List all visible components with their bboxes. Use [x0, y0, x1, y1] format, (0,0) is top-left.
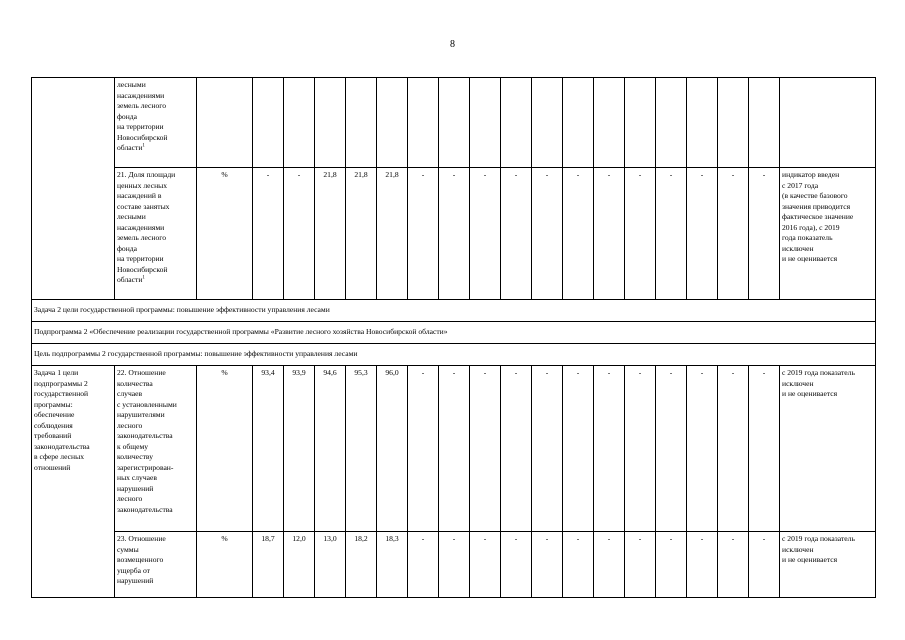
task-cell: Задача 1 цели подпрограммы 2 государственной программы: обеспечение соблюдения требований законодательства в сфере лесных отношений: [32, 366, 115, 598]
indicator-cell: [115, 168, 197, 300]
value-cell: 93,4: [253, 366, 284, 532]
task-cell-empty: [32, 78, 115, 300]
value-cell: 21,8: [315, 168, 346, 300]
indicator-text: лесными насаждениями земель лесного фонда на территории Новосибирской области: [117, 80, 168, 152]
value-cell: 12,0: [284, 532, 315, 598]
indicators-table: [31, 77, 876, 598]
value-cell: -: [563, 366, 594, 532]
value-cell: -: [408, 168, 439, 300]
value-cell: -: [625, 366, 656, 532]
unit-cell: %: [197, 168, 253, 300]
unit-cell: [197, 78, 253, 168]
table-row-22: [32, 366, 876, 532]
value-cell: 95,3: [346, 366, 377, 532]
value-cell: -: [594, 532, 625, 598]
value-cell: -: [656, 168, 687, 300]
table-row-continuation: [32, 78, 876, 168]
value-cell: 18,2: [346, 532, 377, 598]
unit-cell: %: [197, 366, 253, 532]
value-cell: -: [501, 532, 532, 598]
note-cell: [780, 78, 876, 168]
value-cell: -: [439, 168, 470, 300]
value-cell: -: [656, 532, 687, 598]
table-row-21: [32, 168, 876, 300]
value-cell: -: [470, 366, 501, 532]
value-cell: -: [718, 168, 749, 300]
value-cell: -: [749, 532, 780, 598]
value-cell: 94,6: [315, 366, 346, 532]
value-cell: -: [687, 532, 718, 598]
value-cell: -: [749, 366, 780, 532]
note-cell: индикатор введен с 2017 года (в качестве базового значения приводится фактическое значение 2016 года), с 2019 года показатель исключен и не оценивается: [780, 168, 876, 300]
value-cell: -: [625, 168, 656, 300]
footnote-mark: 1: [142, 143, 145, 149]
note-cell: с 2019 года показатель исключен и не оценивается: [780, 532, 876, 598]
indicator-cell: [115, 78, 197, 168]
value-cell: -: [284, 168, 315, 300]
value-cell: -: [532, 366, 563, 532]
value-cell: -: [687, 168, 718, 300]
value-cell: -: [532, 532, 563, 598]
value-cell: 21,8: [346, 168, 377, 300]
section-title: Цель подпрограммы 2 государственной программы: повышение эффективности управления лесами: [32, 344, 876, 366]
value-cell: -: [439, 366, 470, 532]
section-row: [32, 344, 876, 366]
value-cell: -: [501, 366, 532, 532]
indicator-cell: 22. Отношение количества случаев с установленными нарушителями лесного законодательства к общему количеству зарегистрирован- ных случаев нарушений лесного законодательства: [115, 366, 197, 532]
value-cell: -: [656, 366, 687, 532]
value-cell: -: [594, 168, 625, 300]
value-cell: -: [563, 532, 594, 598]
value-cell: -: [253, 168, 284, 300]
indicator-cell: 23. Отношение суммы возмещенного ущерба от нарушений: [115, 532, 197, 598]
value-cell: 18,7: [253, 532, 284, 598]
value-cell: -: [563, 168, 594, 300]
value-cell: -: [749, 168, 780, 300]
value-cell: -: [625, 532, 656, 598]
value-cell: -: [439, 532, 470, 598]
value-cell: -: [718, 532, 749, 598]
value-cell: -: [594, 366, 625, 532]
page-number: 8: [450, 39, 455, 50]
value-cell: 21,8: [377, 168, 408, 300]
value-cell: 13,0: [315, 532, 346, 598]
section-title: Подпрограмма 2 «Обеспечение реализации государственной программы «Развитие лесного хозяйства Новосибирской области»: [32, 322, 876, 344]
value-cell: 18,3: [377, 532, 408, 598]
note-cell: с 2019 года показатель исключен и не оценивается: [780, 366, 876, 532]
value-cell: -: [470, 168, 501, 300]
indicator-text: 21. Доля площади ценных лесных насаждений в составе занятых лесными насаждениями земель лесного фонда на территории Новосибирской области: [117, 170, 176, 284]
unit-cell: %: [197, 532, 253, 598]
section-title: Задача 2 цели государственной программы: повышение эффективности управления лесами: [32, 300, 876, 322]
value-cell: -: [718, 366, 749, 532]
value-cell: -: [532, 168, 563, 300]
value-cell: -: [687, 366, 718, 532]
value-cell: -: [501, 168, 532, 300]
value-cell: -: [408, 532, 439, 598]
section-row: [32, 322, 876, 344]
value-cell: 93,9: [284, 366, 315, 532]
table-row-23: [32, 532, 876, 598]
footnote-mark: 1: [142, 275, 145, 281]
value-cell: -: [470, 532, 501, 598]
section-row: [32, 300, 876, 322]
value-cell: 96,0: [377, 366, 408, 532]
value-cell: -: [408, 366, 439, 532]
